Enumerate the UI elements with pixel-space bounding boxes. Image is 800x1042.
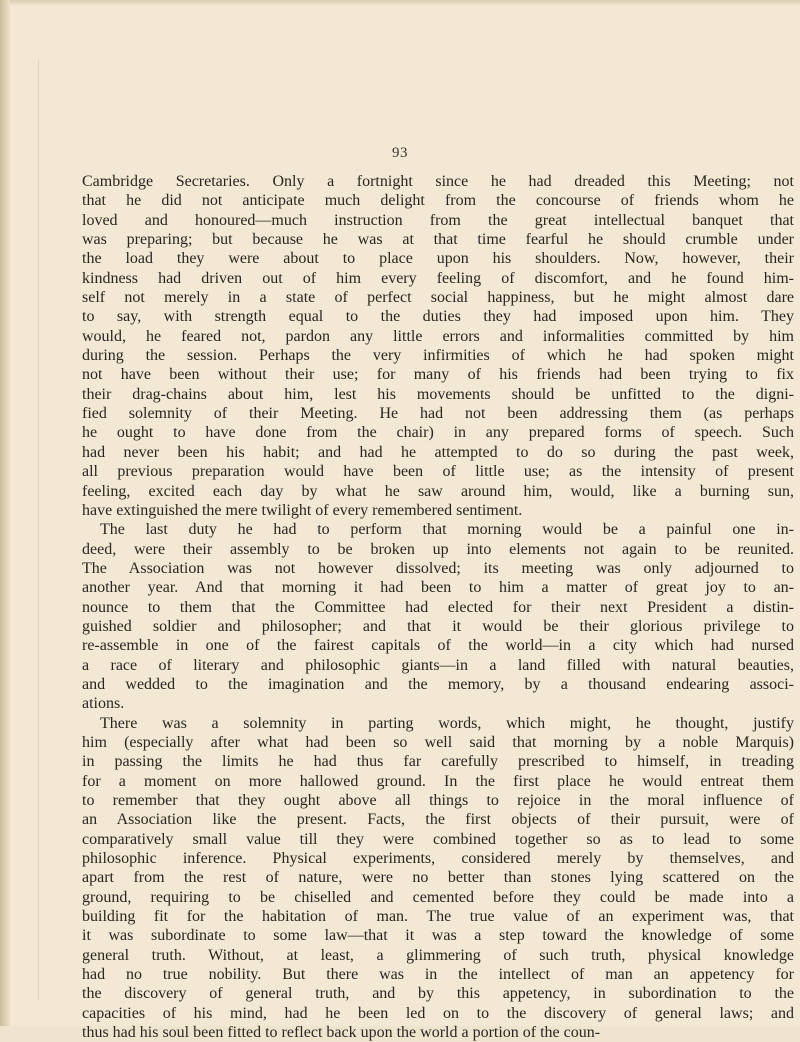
- text-line: The last duty he had to perform that morning would be a painful one in-: [100, 521, 794, 539]
- text-line: a race of literary and philosophic giants—in a land filled with natural beauties,: [82, 656, 794, 674]
- text-line: fied solemnity of their Meeting. He had not been addressing them (as perhaps: [82, 405, 794, 423]
- gutter-shadow: [38, 60, 39, 1000]
- text-line: all previous preparation would have been of little use; as the intensity of present: [82, 463, 794, 481]
- text-line: feeling, excited each day by what he saw around him, would, like a burning sun,: [82, 482, 794, 500]
- text-line: comparatively small value till they were combined together so as to lead to some: [82, 830, 794, 848]
- text-line: him (especially after what had been so well said that morning by a noble Marquis): [82, 733, 794, 751]
- text-line: kindness had driven out of him every feeling of discomfort, and he found him-: [82, 269, 794, 287]
- text-line: their drag-chains about him, lest his movements should be unfitted to the digni-: [82, 385, 794, 403]
- text-line: and wedded to the imagination and the memory, by a thousand endearing associ-: [82, 675, 794, 693]
- text-line: guished soldier and philosopher; and that it would be their glorious privilege to: [82, 617, 794, 635]
- body-text: [82, 172, 794, 1042]
- text-line: There was a solemnity in parting words, which might, he thought, justify: [100, 714, 794, 732]
- text-line: nounce to them that the Committee had elected for their next President a distin-: [82, 598, 794, 616]
- text-line: self not merely in a state of perfect social happiness, but he might almost dare: [82, 289, 794, 307]
- text-line: re-assemble in one of the fairest capitals of the world—in a city which had nursed: [82, 637, 794, 655]
- text-line: had never been his habit; and had he attempted to do so during the past week,: [82, 443, 794, 461]
- text-line: it was subordinate to some law—that it was a step toward the knowledge of some: [82, 927, 794, 945]
- text-line: that he did not anticipate much delight from the concourse of friends whom he: [82, 192, 794, 210]
- text-line: would, he feared not, pardon any little errors and informalities committed by him: [82, 327, 794, 345]
- text-line: to say, with strength equal to the duties they had imposed upon him. They: [82, 308, 794, 326]
- text-line: another year. And that morning it had been to him a matter of great joy to an-: [82, 579, 794, 597]
- text-line: to remember that they ought above all things to rejoice in the moral influence of: [82, 792, 794, 809]
- text-line: have extinguished the mere twilight of every remembered sentiment.: [82, 501, 523, 519]
- text-line: capacities of his mind, had he been led on to the discovery of general laws; and: [82, 1004, 794, 1022]
- text-line: ations.: [82, 695, 125, 713]
- text-line: had no true nobility. But there was in the intellect of man an appetency for: [82, 966, 794, 984]
- text-line: an Association like the present. Facts, the first objects of their pursuit, were of: [82, 811, 794, 829]
- text-line: for a moment on more hallowed ground. In the first place he would entreat them: [82, 772, 794, 790]
- text-line: Cambridge Secretaries. Only a fortnight since he had dreaded this Meeting; not: [82, 173, 794, 190]
- text-line: thus had his soul been fitted to reflect back upon the world a portion of the coun-: [82, 1024, 601, 1042]
- text-line: apart from the rest of nature, were no better than stones lying scattered on the: [82, 869, 794, 887]
- text-line: the discovery of general truth, and by this appetency, in subordination to the: [82, 985, 794, 1003]
- text-line: he ought to have done from the chair) in any prepared forms of speech. Such: [82, 424, 794, 442]
- text-line: the load they were about to place upon his shoulders. Now, however, their: [82, 250, 794, 268]
- text-line: ground, requiring to be chiselled and cemented before they could be made into a: [82, 888, 794, 906]
- text-line: general truth. Without, at least, a glimmering of such truth, physical knowledge: [82, 946, 794, 964]
- text-line: during the session. Perhaps the very infirmities of which he had spoken might: [82, 347, 794, 365]
- page-top-edge: [0, 0, 800, 6]
- text-line: The Association was not however dissolved; its meeting was only adjourned to: [82, 559, 794, 577]
- text-line: not have been without their use; for many of his friends had been trying to fix: [82, 366, 794, 384]
- text-line: deed, were their assembly to be broken up into elements not again to be reunited.: [82, 540, 794, 558]
- text-line: philosophic inference. Physical experiments, considered merely by themselves, and: [82, 850, 794, 868]
- text-line: loved and honoured—much instruction from the great intellectual banquet that: [82, 211, 794, 229]
- text-line: building fit for the habitation of man. The true value of an experiment was, that: [82, 908, 794, 926]
- text-line: in passing the limits he had thus far carefully prescribed to himself, in treading: [82, 753, 794, 771]
- page-number: 93: [392, 145, 408, 161]
- text-line: was preparing; but because he was at that time fearful he should crumble under: [82, 231, 794, 249]
